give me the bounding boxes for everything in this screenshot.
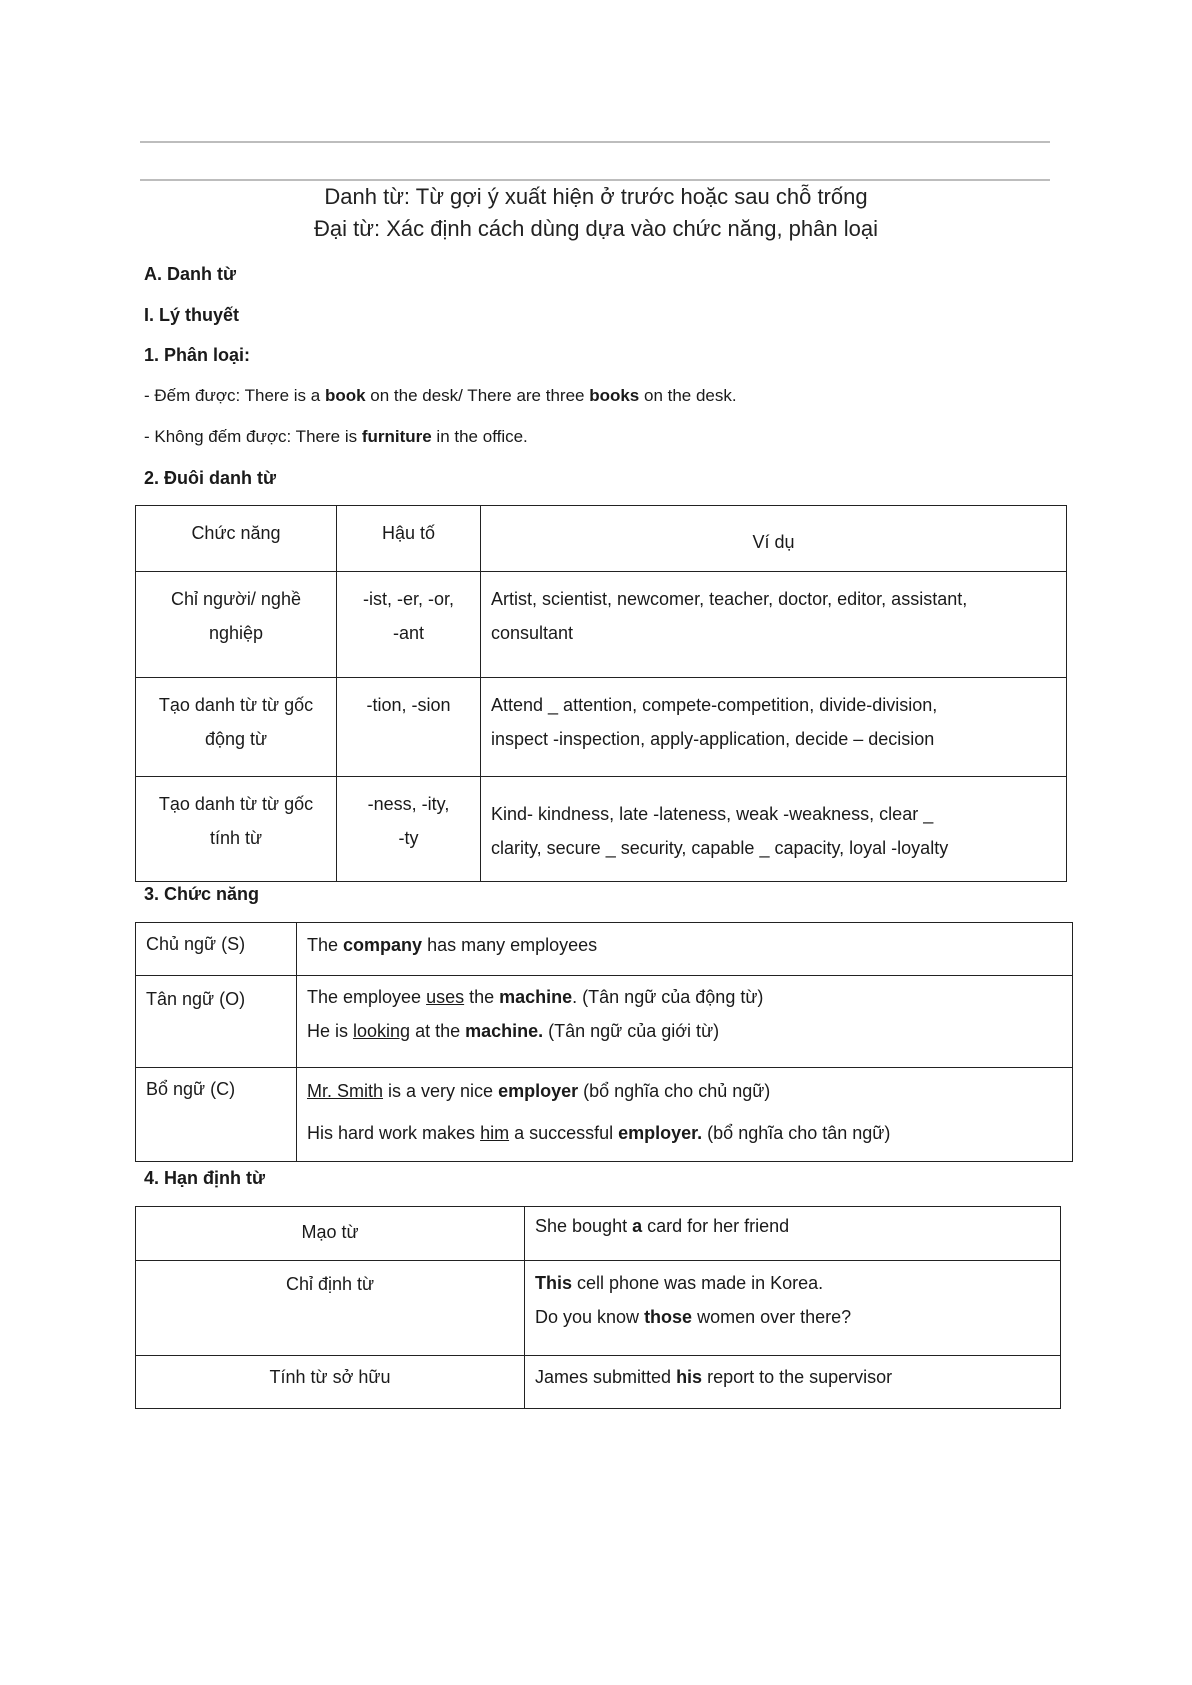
top-rule-2 [140, 179, 1050, 181]
row-suffix: -ness, -ity, -ty [337, 777, 481, 882]
table-row [136, 1261, 1061, 1356]
table-row [136, 678, 1067, 777]
row-example: Attend _ attention, compete-competition, divide-division, inspect -inspection, apply-application, decide – decision [481, 678, 1067, 777]
object-examples: The employee uses the machine. (Tân ngữ của động từ) He is looking at the machine. (Tân ngữ của giới từ) [297, 976, 1073, 1068]
table-row [136, 777, 1067, 882]
row-function: Chỉ người/ nghề nghiệp [136, 572, 337, 678]
possessive-label: Tính từ sở hữu [136, 1356, 525, 1409]
section-2-heading: 2. Đuôi danh từ [144, 468, 277, 488]
table-row [136, 572, 1067, 678]
table-row [136, 976, 1073, 1068]
top-rule-1 [140, 141, 1050, 143]
article-label: Mạo từ [136, 1207, 525, 1261]
section-i-heading: I. Lý thuyết [144, 305, 240, 325]
determiner-table [135, 1206, 1061, 1409]
object-label: Tân ngữ (O) [136, 976, 297, 1068]
header-suffix: Hậu tố [337, 506, 481, 572]
header-function: Chức năng [136, 506, 337, 572]
page-title-line-1: Danh từ: Từ gợi ý xuất hiện ở trước hoặc sau chỗ trống [324, 184, 868, 209]
row-example: Artist, scientist, newcomer, teacher, doctor, editor, assistant, consultant [481, 572, 1067, 678]
table-row [136, 1356, 1061, 1409]
table-row [136, 1207, 1061, 1261]
suffix-table [135, 505, 1067, 882]
section-a-heading: A. Danh từ [144, 264, 237, 284]
table-row [136, 923, 1073, 976]
subject-example: The company has many employees [297, 923, 1073, 976]
section-4-heading: 4. Hạn định từ [144, 1168, 266, 1188]
countable-line: - Đếm được: There is a book on the desk/ There are three books on the desk. [144, 386, 737, 405]
header-example: Ví dụ [481, 506, 1067, 572]
row-example: Kind- kindness, late -lateness, weak -weakness, clear _ clarity, secure _ security, capable _ capacity, loyal -loyalty [481, 777, 1067, 882]
row-function: Tạo danh từ từ gốc tính từ [136, 777, 337, 882]
possessive-example: James submitted his report to the supervisor [525, 1356, 1061, 1409]
demonstrative-label: Chỉ định từ [136, 1261, 525, 1356]
section-3-heading: 3. Chức năng [144, 884, 260, 904]
page-title-line-2: Đại từ: Xác định cách dùng dựa vào chức năng, phân loại [314, 216, 878, 241]
row-suffix: -ist, -er, -or, -ant [337, 572, 481, 678]
section-1-heading: 1. Phân loại: [144, 345, 251, 365]
table-row [136, 1068, 1073, 1162]
row-suffix: -tion, -sion [337, 678, 481, 777]
function-table [135, 922, 1073, 1162]
demonstrative-examples: This cell phone was made in Korea. Do you know those women over there? [525, 1261, 1061, 1356]
table-header-row [136, 506, 1067, 572]
complement-label: Bổ ngữ (C) [136, 1068, 297, 1162]
complement-examples: Mr. Smith is a very nice employer (bổ nghĩa cho chủ ngữ) His hard work makes him a successful employer. (bổ nghĩa cho tân ngữ) [297, 1068, 1073, 1162]
row-function: Tạo danh từ từ gốc động từ [136, 678, 337, 777]
subject-label: Chủ ngữ (S) [136, 923, 297, 976]
uncountable-line: - Không đếm được: There is furniture in the office. [144, 427, 528, 446]
article-example: She bought a card for her friend [525, 1207, 1061, 1261]
